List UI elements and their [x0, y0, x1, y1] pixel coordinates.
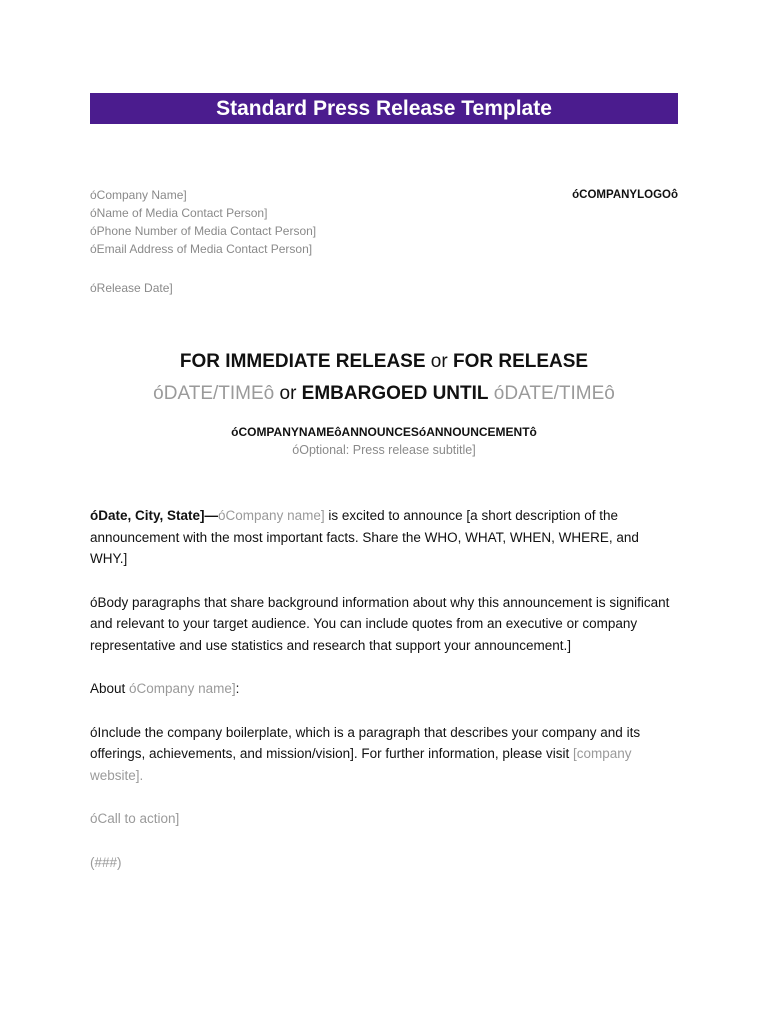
about-colon: : [235, 681, 240, 696]
company-logo-placeholder: óCOMPANYLOGOô [572, 189, 678, 201]
dateline: óDate, City, State]— [90, 508, 219, 523]
headline-or-1: or [425, 351, 453, 372]
intro-paragraph [90, 505, 670, 570]
company-name-inline: óCompany name] [218, 508, 325, 523]
announcement-line: óCOMPANYNAMEôANNOUNCESóANNOUNCEMENTô [231, 425, 537, 439]
release-headline [90, 346, 678, 410]
email-placeholder: óEmail Address of Media Contact Person] [90, 242, 313, 256]
boilerplate-text: óInclude the company boilerplate, which is a paragraph that describes your company and its offerings, achievements, and mission/vision]. For further information, please visit [90, 724, 641, 761]
end-mark: (###) [90, 854, 122, 870]
body-paragraph: óBody paragraphs that share background information about why this announcement is significant and relevant to your target audience. You can include quotes from an executive or company representative and use statistics and research that support your announcement.] [90, 594, 670, 653]
datetime-placeholder-1: óDATE/TIMEô [153, 383, 275, 404]
headline-line-1 [90, 346, 678, 378]
intro-text: is excited to announce [a short description of the announcement with the most important facts. Share the WHO, WHAT, WHEN, WHERE, and WHY.] [90, 508, 639, 566]
boilerplate-end: . [139, 767, 144, 783]
headline-line-2 [90, 378, 678, 410]
for-release-text: FOR RELEASE [452, 351, 589, 372]
release-date-placeholder: óRelease Date] [90, 281, 173, 295]
embargoed-until-text: EMBARGOED UNTIL [301, 383, 489, 404]
media-contact-placeholder: óName of Media Contact Person] [90, 206, 268, 220]
call-to-action-placeholder: óCall to action] [90, 811, 180, 826]
phone-placeholder: óPhone Number of Media Contact Person] [90, 224, 317, 238]
company-website-link[interactable]: [company website] [90, 746, 632, 783]
company-name-placeholder: óCompany Name] [90, 188, 187, 202]
immediate-release-text: FOR IMMEDIATE RELEASE [179, 351, 426, 372]
release-body [90, 505, 670, 895]
about-company-placeholder: óCompany name] [129, 681, 236, 696]
headline-or-2: or [274, 383, 302, 404]
document-title-banner [90, 93, 678, 124]
datetime-placeholder-2: óDATE/TIMEô [493, 383, 615, 404]
boilerplate-paragraph [90, 722, 670, 787]
document-title: Standard Press Release Template [216, 96, 552, 120]
subtitle-placeholder: óOptional: Press release subtitle] [292, 443, 476, 457]
about-heading [90, 678, 670, 700]
about-label: About [90, 681, 130, 696]
contact-block [90, 186, 316, 258]
